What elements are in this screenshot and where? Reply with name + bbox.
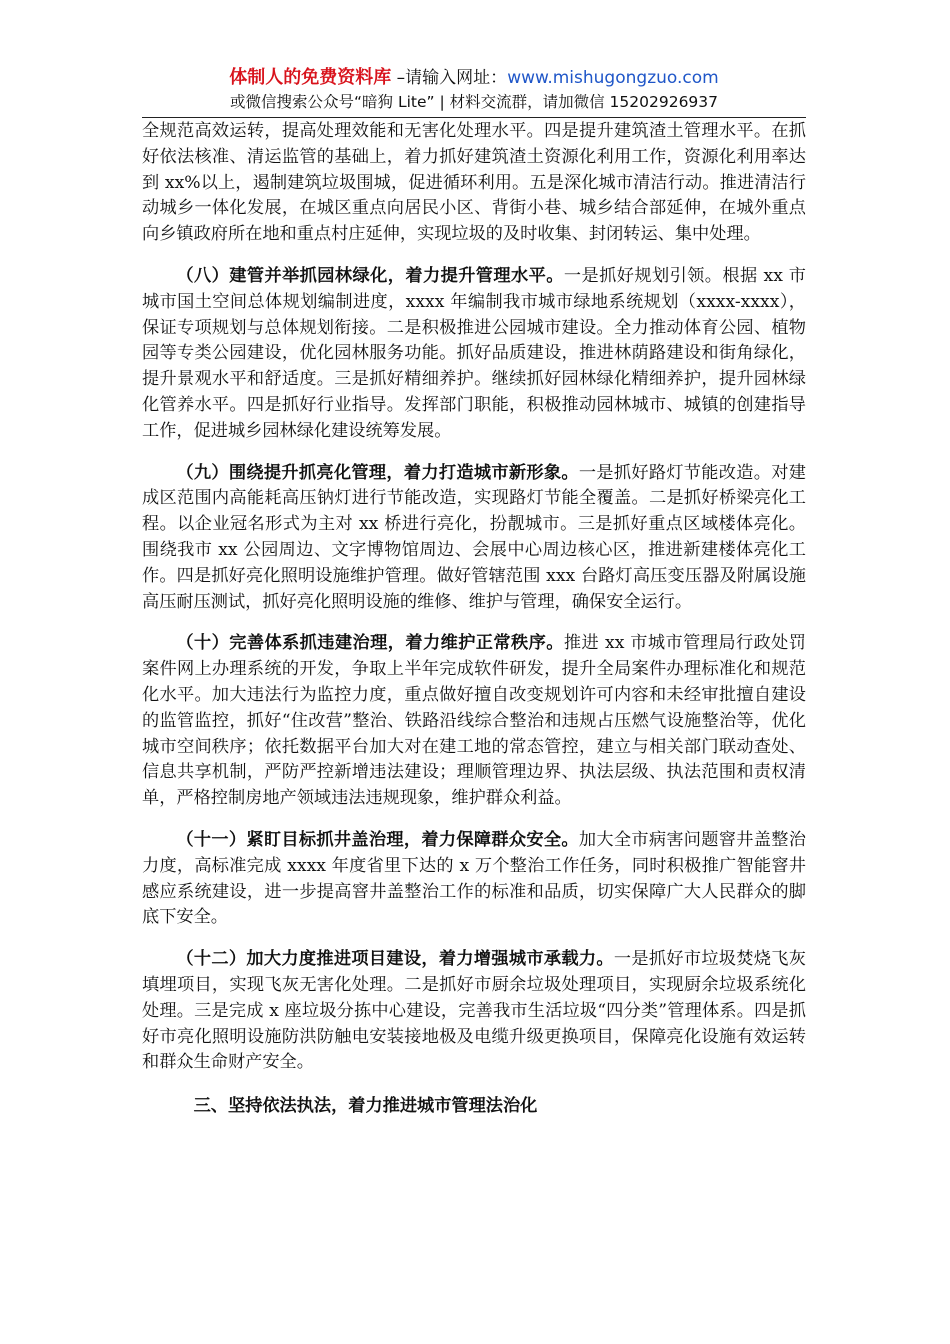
paragraph-section-12	[142, 947, 806, 1076]
section-heading: 三、坚持依法执法，着力推进城市管理法治化	[193, 1096, 538, 1117]
paragraph-text: 全规范高效运转，提高处理效能和无害化处理水平。四是提升建筑渣土管理水平。在抓好依法核准、清运监管的基础上，着力抓好建筑渣土资源化利用工作，资源化利用率达到 xx%以上，遏制建筑垃圾围城，促进循环利用。五是深化城市清洁行动。推进清洁行动城乡一体化发展，在城区重点向居民小区、背街小巷、城乡结合部延伸，在城外重点向乡镇政府所在地和重点村庄延伸，实现垃圾的及时收集、封闭转运、集中处理。	[142, 121, 806, 245]
paragraph-text: 推进 xx 市城市管理局行政处罚案件网上办理系统的开发，争取上半年完成软件研发，提升全局案件办理标准化和规范化水平。加大违法行为监控力度，重点做好擅自改变规划许可内容和未经审批擅自建设的监管监控，抓好“住改营”整治、铁路沿线综合整治和违规占压燃气设施整治等，优化城市空间秩序；依托数据平台加大对在建工地的常态管控，建立与相关部门联动查处、信息共享机制，严防严控新增违法建设；理顺管理边界、执法层级、执法范围和责权清单，严格控制房地产领域违法违规现象，维护群众利益。	[142, 633, 806, 809]
paragraph-section-9	[142, 461, 806, 616]
paragraph-section-10	[142, 631, 806, 812]
paragraph-lead: （十）完善体系抓违建治理，着力维护正常秩序。	[176, 633, 564, 654]
header-line-1	[142, 66, 806, 90]
paragraph-lead: （八）建管并举抓园林绿化，着力提升管理水平。	[176, 265, 564, 286]
paragraph-lead: （十一）紧盯目标抓井盖治理，着力保障群众安全。	[176, 829, 579, 850]
header-line-2: 或微信搜索公众号“暗狗 Lite” | 材料交流群，请加微信 15202926937	[229, 93, 719, 111]
paragraph-continued	[142, 119, 806, 248]
paragraph-section-8	[142, 264, 806, 445]
paragraph-text: 一是抓好规划引领。根据 xx 市城市国土空间总体规划编制进度，xxxx 年编制我市城市绿地系统规划（xxxx-xxxx），保证专项规划与总体规划衔接。二是积极推进公园城市建设。全力推动体育公园、植物园等专类公园建设，优化园林服务功能。抓好品质建设，推进林荫路建设和街角绿化，提升景观水平和舒适度。三是抓好精细养护。继续抓好园林绿化精细养护，提升园林绿化管养水平。四是抓好行业指导。发挥部门职能，积极推动园林城市、城镇的创建指导工作，促进城乡园林绿化建设统筹发展。	[142, 265, 806, 441]
header-prompt: –请输入网址：	[391, 68, 508, 88]
paragraph-text: 加大全市病害问题窨井盖整治力度，高标准完成 xxxx 年度省里下达的 x 万个整治工作任务，同时积极推广智能窨井感应系统建设，进一步提高窨井盖整治工作的标准和品质，切实保障广大人民群众的脚底下安全。	[142, 829, 806, 928]
header-brand: 体制人的免费资料库	[229, 67, 392, 88]
header-url-link[interactable]: www.mishugongzuo.com	[507, 68, 719, 88]
document-body	[142, 119, 806, 1120]
header-divider	[142, 117, 806, 118]
paragraph-text: 一是抓好市垃圾焚烧飞灰填埋项目，实现飞灰无害化处理。二是抓好市厨余垃圾处理项目，实现厨余垃圾系统化处理。三是完成 x 座垃圾分拣中心建设，完善我市生活垃圾“四分类”管理体系。四是抓好市亮化照明设施防洪防触电安装接地极及电缆升级更换项目，保障亮化设施有效运转和群众生命财产安全。	[142, 949, 806, 1073]
paragraph-text: 一是抓好路灯节能改造。对建成区范围内高能耗高压钠灯进行节能改造，实现路灯节能全覆盖。二是抓好桥梁亮化工程。以企业冠名形式为主对 xx 桥进行亮化，扮靓城市。三是抓好重点区域楼体亮化。围绕我市 xx 公园周边、文字博物馆周边、会展中心周边核心区，推进新建楼体亮化工作。四是抓好亮化照明设施维护管理。做好管辖范围 xxx 台路灯高压变压器及附属设施高压耐压测试，抓好亮化照明设施的维修、维护与管理，确保安全运行。	[142, 462, 806, 612]
watermark-header	[142, 66, 806, 114]
paragraph-section-11	[142, 828, 806, 931]
paragraph-lead: （十二）加大力度推进项目建设，着力增强城市承载力。	[176, 949, 614, 970]
paragraph-lead: （九）围绕提升抓亮化管理，着力打造城市新形象。	[176, 462, 579, 483]
